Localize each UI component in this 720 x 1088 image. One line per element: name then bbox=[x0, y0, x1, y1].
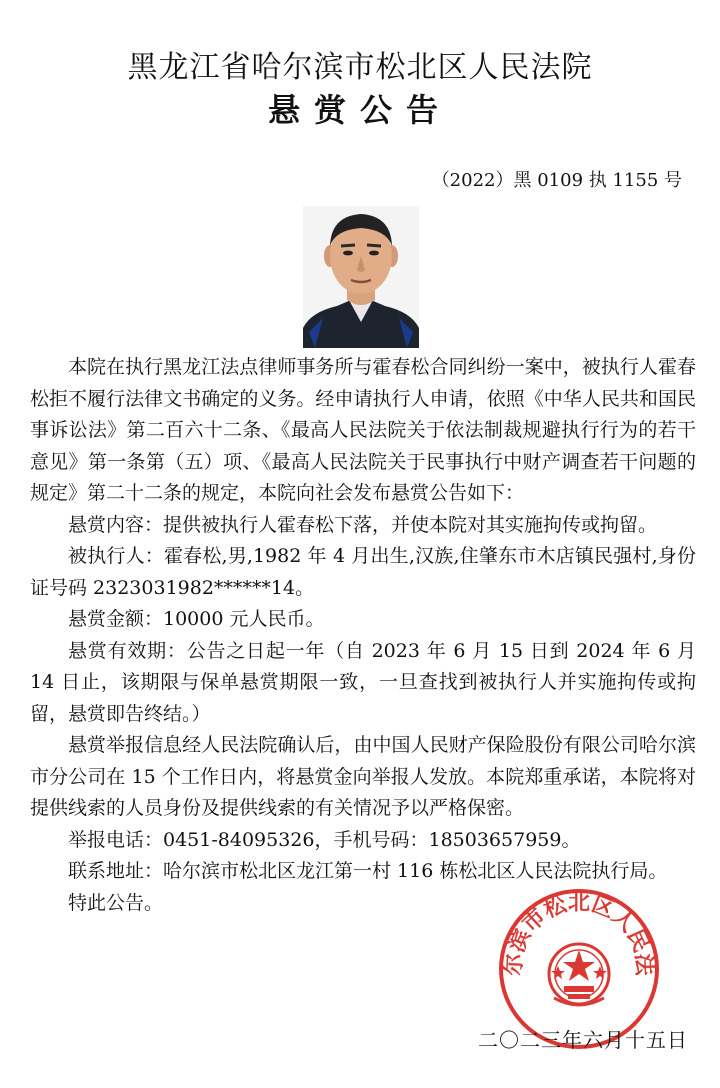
reward-validity: 悬赏有效期：公告之日起一年（自 2023 年 6 月 15 日到 2024 年 6 月 14 日止，该期限与保单悬赏期限一致，一旦查找到被执行人并实施拘传或拘留，悬赏即告终结。） bbox=[30, 639, 696, 725]
person-info: 被执行人：霍春松,男,1982 年 4 月出生,汉族,住肇东市木店镇民强村,身份证号码 2323031982******14。 bbox=[30, 545, 696, 599]
contact-phone: 举报电话：0451-84095326，手机号码：18503657959。 bbox=[68, 828, 581, 851]
contact-address: 联系地址：哈尔滨市松北区龙江第一村 116 栋松北区人民法院执行局。 bbox=[68, 860, 668, 882]
notice-title: 悬赏公告 bbox=[267, 91, 452, 129]
person-photo bbox=[303, 206, 419, 348]
payment-paragraph: 悬赏举报信息经人民法院确认后，由中国人民财产保险股份有限公司哈尔滨市分公司在 15 个工作日内，将悬赏金向举报人发放。本院郑重承诺，本院将对提供线索的人员身份及提供线索的有关情况予以严格保密。 bbox=[30, 734, 696, 819]
notice-body bbox=[30, 352, 696, 919]
court-name: 黑龙江省哈尔滨市松北区人民法院 bbox=[127, 50, 593, 85]
reward-amount: 悬赏金额：10000 元人民币。 bbox=[68, 608, 325, 630]
intro-paragraph: 本院在执行黑龙江法点律师事务所与霍春松合同纠纷一案中，被执行人霍春松拒不履行法律文书确定的义务。经申请执行人申请，依照《中华人民共和国民事诉讼法》第二百六十二条、《最高人民法院关于依法制裁规避执行行为的若干意见》第一条第（五）项、《最高人民法院关于民事执行中财产调查若干问题的规定》第二十二条的规定，本院向社会发布悬赏公告如下： bbox=[30, 356, 696, 504]
seal-text: 尔滨市松北区人民法 bbox=[501, 890, 657, 977]
closing-line: 特此公告。 bbox=[68, 891, 164, 914]
reward-content: 悬赏内容：提供被执行人霍春松下落，并使本院对其实施拘传或拘留。 bbox=[68, 513, 658, 536]
case-number: （2022）黑 0109 执 1155 号 bbox=[431, 170, 682, 191]
issue-date: 二〇二三年六月十五日 bbox=[478, 1028, 688, 1052]
